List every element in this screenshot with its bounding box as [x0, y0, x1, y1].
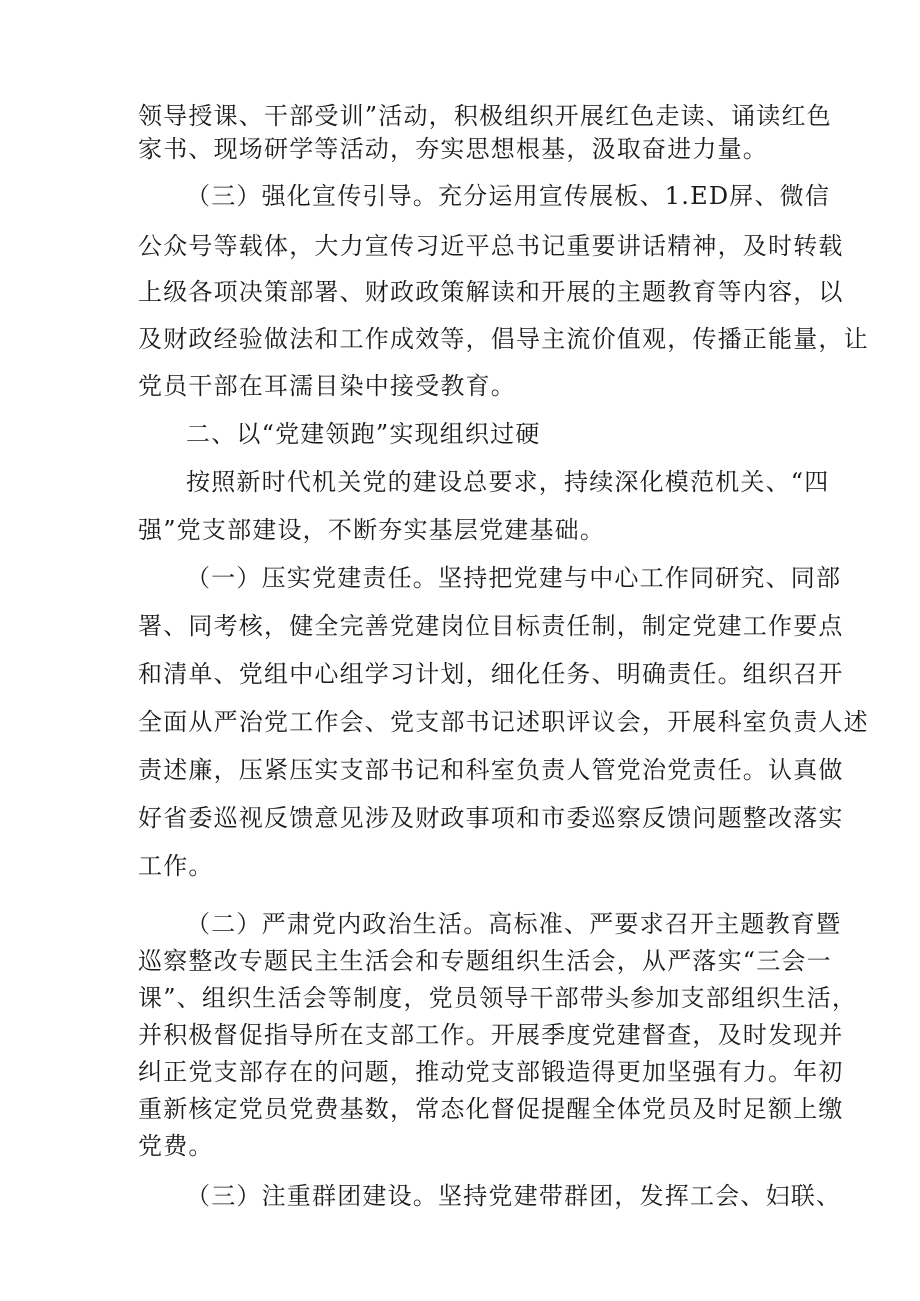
text-line: 重新核定党员党费基数，常态化督促提醒全体党员及时足额上缴: [138, 1095, 844, 1123]
text-line: 家书、现场研学等活动，夯实思想根基，汲取奋进力量。: [138, 135, 768, 163]
text-line: 好省委巡视反馈意见涉及财政事项和市委巡察反馈问题整改落实: [138, 804, 844, 832]
text-line: 强”党支部建设，不断夯实基层党建基础。: [138, 516, 606, 544]
text-line: 工作。: [138, 852, 214, 880]
paragraph-first-line: （一）压实党建责任。坚持把党建与中心工作同研究、同部: [186, 564, 842, 592]
text-line: 和清单、党组中心组学习计划，细化任务、明确责任。组织召开: [138, 660, 844, 688]
text-line: 党员干部在耳濡目染中接受教育。: [138, 372, 516, 400]
text-line: 上级各项决策部署、财政政策解读和开展的主题教育等内容，以: [138, 278, 844, 306]
section-heading: 二、以“党建领跑”实现组织过硬: [186, 420, 541, 448]
text-line: 党费。: [138, 1132, 214, 1160]
text-line: 署、同考核，健全完善党建岗位目标责任制，制定党建工作要点: [138, 612, 844, 640]
text-line: 公众号等载体，大力宣传习近平总书记重要讲话精神，及时转载: [138, 232, 844, 260]
paragraph-first-line: 按照新时代机关党的建设总要求，持续深化模范机关、“四: [186, 468, 830, 496]
text-line: 并积极督促指导所在支部工作。开展季度党建督查，及时发现并: [138, 1021, 844, 1049]
paragraph-first-line: （三）强化宣传引导。充分运用宣传展板、1.ED屏、微信: [186, 182, 831, 210]
text-line: 责述廉，压紧压实支部书记和科室负责人管党治党责任。认真做: [138, 756, 844, 784]
text-line: 课”、组织生活会等制度，党员领导干部带头参加支部组织生活，: [138, 984, 858, 1012]
text-line: 领导授课、干部受训”活动，积极组织开展红色走读、诵读红色: [138, 102, 832, 130]
text-line: 全面从严治党工作会、党支部书记述职评议会，开展科室负责人述: [138, 708, 869, 736]
text-line: 及财政经验做法和工作成效等，倡导主流价值观，传播正能量，让: [138, 325, 869, 353]
paragraph-first-line: （三）注重群团建设。坚持党建带群团，发挥工会、妇联、: [186, 1182, 842, 1210]
text-line: 巡察整改专题民主生活会和专题组织生活会，从严落实“三会一: [138, 947, 832, 975]
text-line: 纠正党支部存在的问题，推动党支部锻造得更加坚强有力。年初: [138, 1058, 844, 1086]
paragraph-first-line: （二）严肃党内政治生活。高标准、严要求召开主题教育暨: [186, 910, 842, 938]
